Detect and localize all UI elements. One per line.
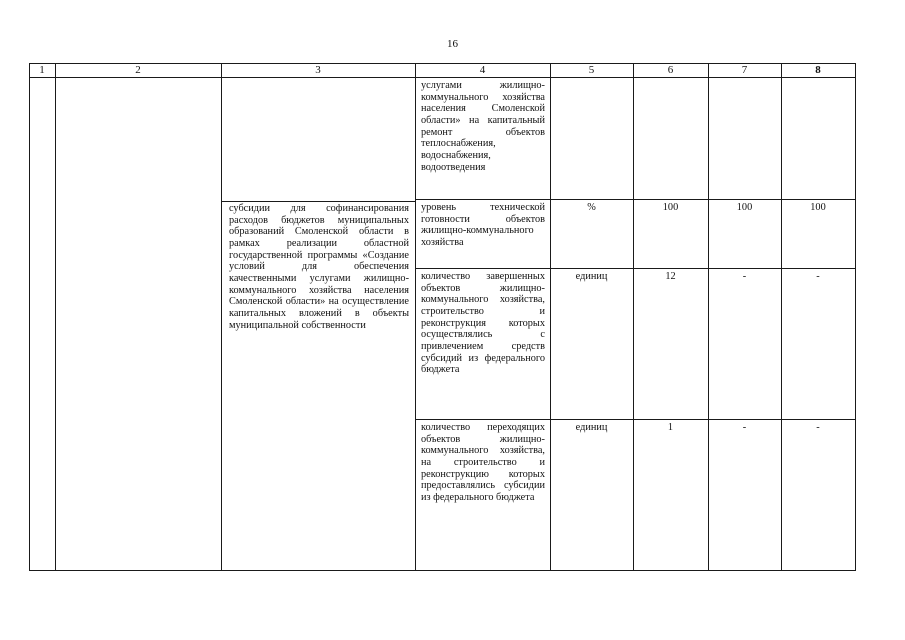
column-number: 8	[815, 64, 821, 76]
column-number: 3	[315, 64, 321, 76]
indicator-text: количество завершенных объектов жилищно-коммунального хозяйства, строительство и реконструкция которых осуществлялись с привлечением средств субсидий из федерального бюджета	[421, 271, 545, 376]
value-cell: -	[816, 271, 820, 282]
indicator-text: количество переходящих объектов жилищно-коммунального хозяйства, на строительство и реконструкцию которых предоставлялись субсидии из федерального бюджета	[421, 422, 545, 503]
value-cell: -	[742, 271, 747, 282]
column-divider	[29, 63, 30, 571]
page-number: 16	[447, 38, 458, 50]
row-divider	[415, 199, 856, 200]
subsidy-description: субсидии для софинансирования расходов бюджетов муниципальных образований Смоленской области в рамках реализации областной государственной программы «Создание условий для обеспечения качественными услугами жилищно-коммунального хозяйства населения Смоленской области» на осуществление капитальных вложений в объекты муниципальной собственности	[229, 203, 409, 331]
value-cell: 1	[667, 422, 674, 433]
unit-cell: единиц	[575, 422, 608, 433]
column-divider	[55, 63, 56, 571]
indicator-text: уровень технической готовности объектов жилищно-коммунального хозяйства	[421, 202, 545, 248]
column-divider	[221, 63, 222, 571]
unit-cell: %	[587, 202, 596, 213]
row-divider	[415, 268, 856, 269]
column-number: 1	[39, 64, 45, 76]
column-number: 7	[741, 64, 748, 76]
column-divider	[855, 63, 856, 571]
value-cell: 100	[662, 202, 679, 213]
column-divider	[550, 63, 551, 571]
indicator-text: услугами жилищно-коммунального хозяйства населения Смоленской области» на капитальный ремонт объектов теплоснабжения, водоснабжения, водоотведения	[421, 80, 545, 173]
value-cell: 100	[810, 202, 826, 213]
column-number: 2	[135, 64, 141, 76]
value-cell: 12	[665, 271, 676, 282]
row-divider	[221, 201, 415, 202]
column-number: 5	[588, 64, 595, 76]
header-row-border	[29, 77, 856, 78]
value-cell: -	[816, 422, 820, 433]
value-cell: -	[742, 422, 747, 433]
row-divider	[415, 419, 856, 420]
column-divider	[633, 63, 634, 571]
unit-cell: единиц	[575, 271, 608, 282]
table-bottom-border	[29, 570, 856, 571]
value-cell: 100	[736, 202, 753, 213]
column-divider	[415, 63, 416, 571]
column-divider	[781, 63, 782, 571]
column-divider	[708, 63, 709, 571]
column-number: 4	[479, 64, 486, 76]
column-number: 6	[667, 64, 674, 76]
